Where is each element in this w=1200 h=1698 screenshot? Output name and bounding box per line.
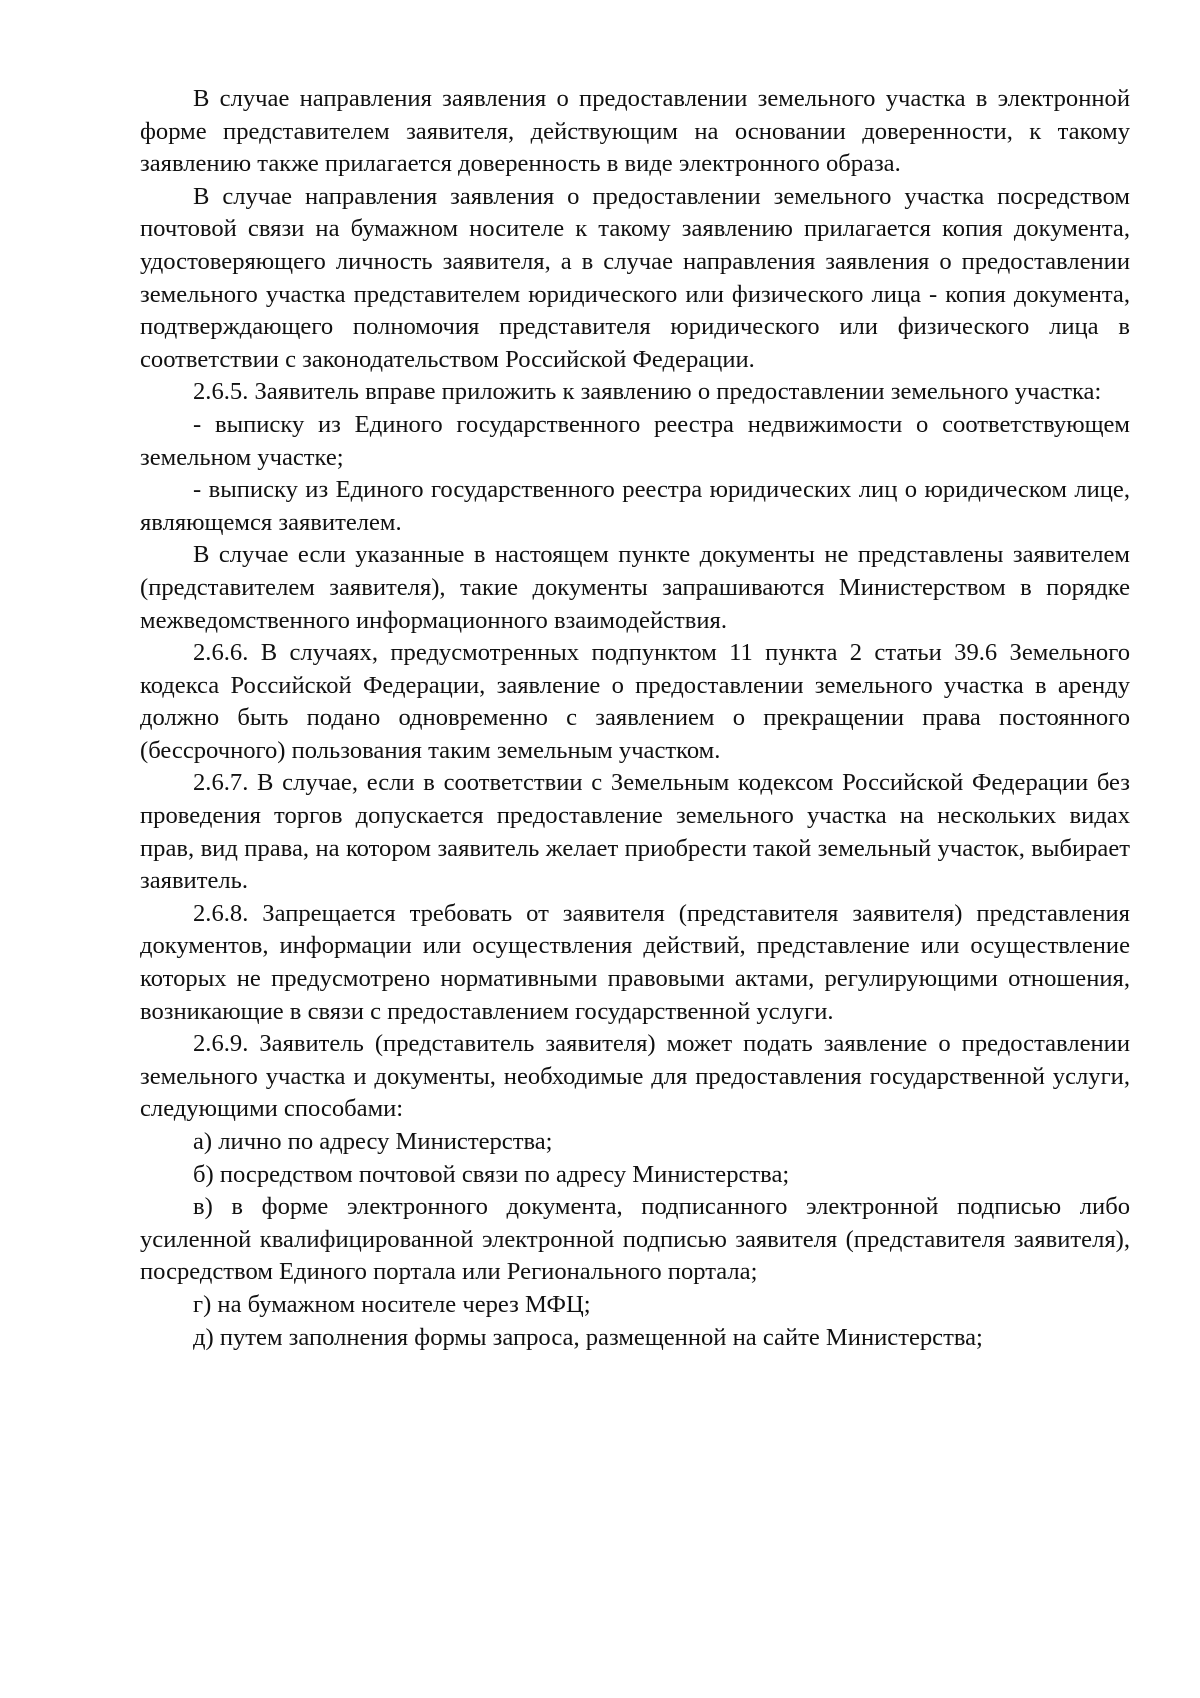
paragraph-2-6-9: 2.6.9. Заявитель (представитель заявителя) может подать заявление о предоставлении земельного участка и документы, необходимые для предоставления государственной услуги, следующими способами: (140, 1030, 1130, 1123)
document-page (140, 83, 1130, 1354)
list-item-e-website-form: д) путем заполнения формы запроса, размещенной на сайте Министерства; (193, 1323, 983, 1351)
list-item-d-mfc: г) на бумажном носителе через МФЦ; (193, 1290, 591, 1318)
list-item-a-in-person: а) лично по адресу Министерства; (193, 1128, 553, 1155)
paragraph-2-6-6: 2.6.6. В случаях, предусмотренных подпунктом 11 пункта 2 статьи 39.6 Земельного кодекса Российской Федерации, заявление о предоставлении земельного участка в аренду должно быть подано одновременно с заявлением о прекращении права постоянного (бессрочного) пользования таким земельным участком. (140, 639, 1130, 764)
paragraph-2-6-7: 2.6.7. В случае, если в соответствии с Земельным кодексом Российской Федерации без проведения торгов допускается предоставление земельного участка на нескольких видах прав, вид права, на котором заявитель желает приобрести такой земельный участок, выбирает заявитель. (140, 769, 1130, 895)
paragraph-electronic-power-of-attorney: В случае направления заявления о предоставлении земельного участка в электронной форме представителем заявителя, действующим на основании доверенности, к такому заявлению также прилагается доверенность в виде электронного образа. (140, 85, 1130, 178)
list-item-c-electronic: в) в форме электронного документа, подписанного электронной подписью либо усиленной квалифицированной электронной подписью заявителя (представителя заявителя), посредством Единого портала или Регионального портала; (140, 1193, 1130, 1286)
list-item-real-estate-extract: - выписку из Единого государственного реестра недвижимости о соответствующем земельном участке; (140, 410, 1130, 471)
paragraph-2-6-5: 2.6.5. Заявитель вправе приложить к заявлению о предоставлении земельного участка: (193, 378, 1102, 406)
paragraph-postal-submission: В случае направления заявления о предоставлении земельного участка посредством почтовой связи на бумажном носителе к такому заявлению прилагается копия документа, удостоверяющего личность заявителя, а в случае направления заявления о предоставлении земельного участка представителем юридического или физического лица - копия документа, подтверждающего полномочия представителя юридического или физического лица в соответствии с законодательством Российской Федерации. (140, 182, 1130, 373)
list-item-b-by-post: б) посредством почтовой связи по адресу Министерства; (193, 1160, 790, 1188)
list-item-legal-entities-extract: - выписку из Единого государственного реестра юридических лиц о юридическом лице, являющемся заявителем. (140, 476, 1130, 536)
paragraph-interagency-request: В случае если указанные в настоящем пункте документы не представлены заявителем (представителем заявителя), такие документы запрашиваются Министерством в порядке межведомственного информационного взаимодействия. (140, 541, 1130, 634)
paragraph-2-6-8: 2.6.8. Запрещается требовать от заявителя (представителя заявителя) представления документов, информации или осуществления действий, представление или осуществление которых не предусмотрено нормативными правовыми актами, регулирующими отношения, возникающие в связи с предоставлением государственной услуги. (140, 899, 1130, 1025)
